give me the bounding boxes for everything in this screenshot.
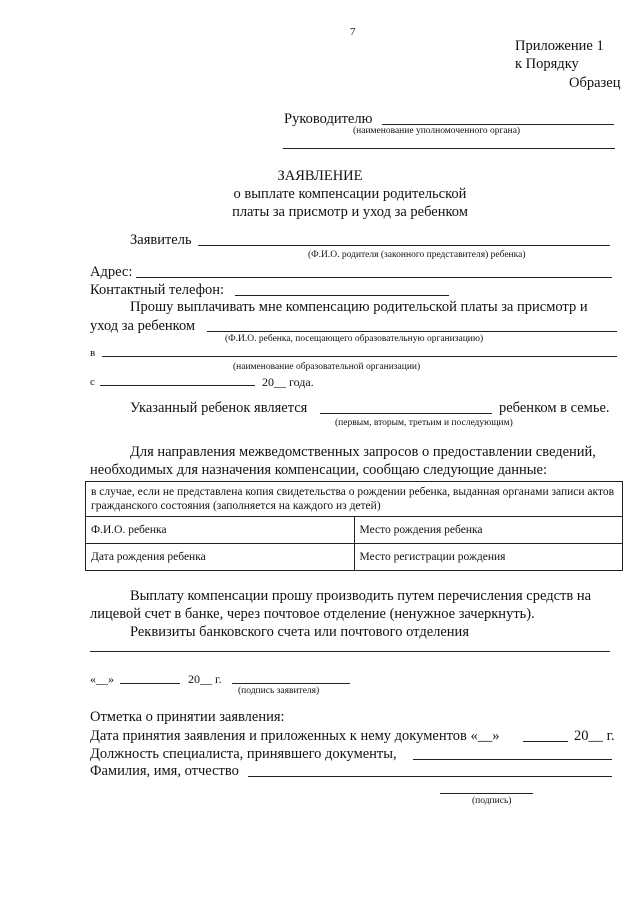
interagency-line-2: необходимых для назначения компенсации, сообщаю следующие данные: bbox=[90, 462, 547, 478]
address-line[interactable] bbox=[136, 277, 612, 278]
acceptance-month-line[interactable] bbox=[523, 741, 568, 742]
request-line-2: уход за ребенком bbox=[90, 318, 196, 334]
child-info-table bbox=[85, 481, 623, 571]
document-title: ЗАЯВЛЕНИЕ bbox=[277, 168, 363, 184]
procedure-label: к Порядку bbox=[515, 56, 579, 72]
specialist-signature-hint: (подпись) bbox=[472, 796, 512, 806]
table-row bbox=[86, 517, 623, 544]
birth-date-cell[interactable]: Дата рождения ребенка bbox=[86, 544, 355, 571]
addressee-line[interactable] bbox=[382, 124, 614, 125]
signature-date-open: «__» bbox=[90, 672, 114, 686]
child-order-suffix: ребенком в семье. bbox=[499, 400, 610, 416]
start-year: 20__ года. bbox=[262, 375, 314, 389]
signature-year: 20__ г. bbox=[188, 672, 222, 686]
phone-line[interactable] bbox=[235, 295, 449, 296]
child-order-hint: (первым, вторым, третьим и последующим) bbox=[335, 418, 513, 428]
specialist-position-line[interactable] bbox=[413, 759, 612, 760]
payment-line-1: Выплату компенсации прошу производить путем перечисления средств на bbox=[130, 588, 592, 604]
from-prefix: с bbox=[90, 376, 95, 388]
addressee-hint: (наименование уполномоченного органа) bbox=[353, 126, 521, 136]
acceptance-year: 20__ г. bbox=[574, 728, 615, 744]
addressee-label: Руководителю bbox=[284, 111, 373, 127]
applicant-label: Заявитель bbox=[130, 232, 192, 248]
child-order-label: Указанный ребенок является bbox=[130, 400, 308, 416]
acceptance-date-label: Дата принятия заявления и приложенных к нему документов «__» bbox=[90, 728, 500, 744]
birth-place-cell[interactable]: Место рождения ребенка bbox=[354, 517, 623, 544]
page-number: 7 bbox=[350, 26, 356, 38]
request-line-1: Прошу выплачивать мне компенсацию родительской платы за присмотр и bbox=[130, 299, 588, 315]
organization-line[interactable] bbox=[102, 356, 617, 357]
applicant-signature-hint: (подпись заявителя) bbox=[238, 686, 320, 696]
payment-line-2: лицевой счет в банке, через почтовое отделение (ненужное зачеркнуть). bbox=[90, 606, 535, 622]
specialist-name-line[interactable] bbox=[248, 776, 612, 777]
child-name-line[interactable] bbox=[207, 331, 617, 332]
child-name-hint: (Ф.И.О. ребенка, посещающего образовательную организацию) bbox=[225, 334, 484, 344]
table-row bbox=[86, 544, 623, 571]
interagency-line-1: Для направления межведомственных запросов о предоставлении сведений, bbox=[130, 444, 596, 460]
child-name-cell[interactable]: Ф.И.О. ребенка bbox=[86, 517, 355, 544]
appendix-label: Приложение 1 bbox=[515, 38, 604, 54]
specialist-signature-line[interactable] bbox=[440, 793, 533, 794]
bank-details-line[interactable] bbox=[90, 651, 610, 652]
document-subtitle-2: платы за присмотр и уход за ребенком bbox=[232, 204, 468, 220]
start-date-line[interactable] bbox=[100, 385, 255, 386]
phone-label: Контактный телефон: bbox=[90, 282, 225, 298]
specialist-position-label: Должность специалиста, принявшего документы, bbox=[90, 746, 397, 762]
table-header-cell: в случае, если не представлена копия свидетельства о рождении ребенка, выданная органами записи актов гражданского состояния (заполняется на каждого из детей) bbox=[86, 482, 623, 517]
birth-registration-cell[interactable]: Место регистрации рождения bbox=[354, 544, 623, 571]
applicant-signature-line[interactable] bbox=[232, 683, 350, 684]
applicant-name-line[interactable] bbox=[198, 245, 610, 246]
document-subtitle-1: о выплате компенсации родительской bbox=[233, 186, 467, 202]
specialist-name-label: Фамилия, имя, отчество bbox=[90, 763, 239, 779]
child-order-line[interactable] bbox=[320, 413, 492, 414]
addressee-line-2[interactable] bbox=[283, 148, 615, 149]
payment-line-3: Реквизиты банковского счета или почтового отделения bbox=[130, 624, 469, 640]
applicant-name-hint: (Ф.И.О. родителя (законного представителя) ребенка) bbox=[308, 250, 526, 260]
acceptance-title: Отметка о принятии заявления: bbox=[90, 709, 285, 725]
table-header-row bbox=[86, 482, 623, 517]
org-prefix: в bbox=[90, 347, 96, 359]
signature-month-line[interactable] bbox=[120, 683, 180, 684]
address-label: Адрес: bbox=[90, 264, 133, 280]
organization-hint: (наименование образовательной организации) bbox=[233, 362, 421, 372]
sample-label: Образец bbox=[569, 75, 621, 91]
